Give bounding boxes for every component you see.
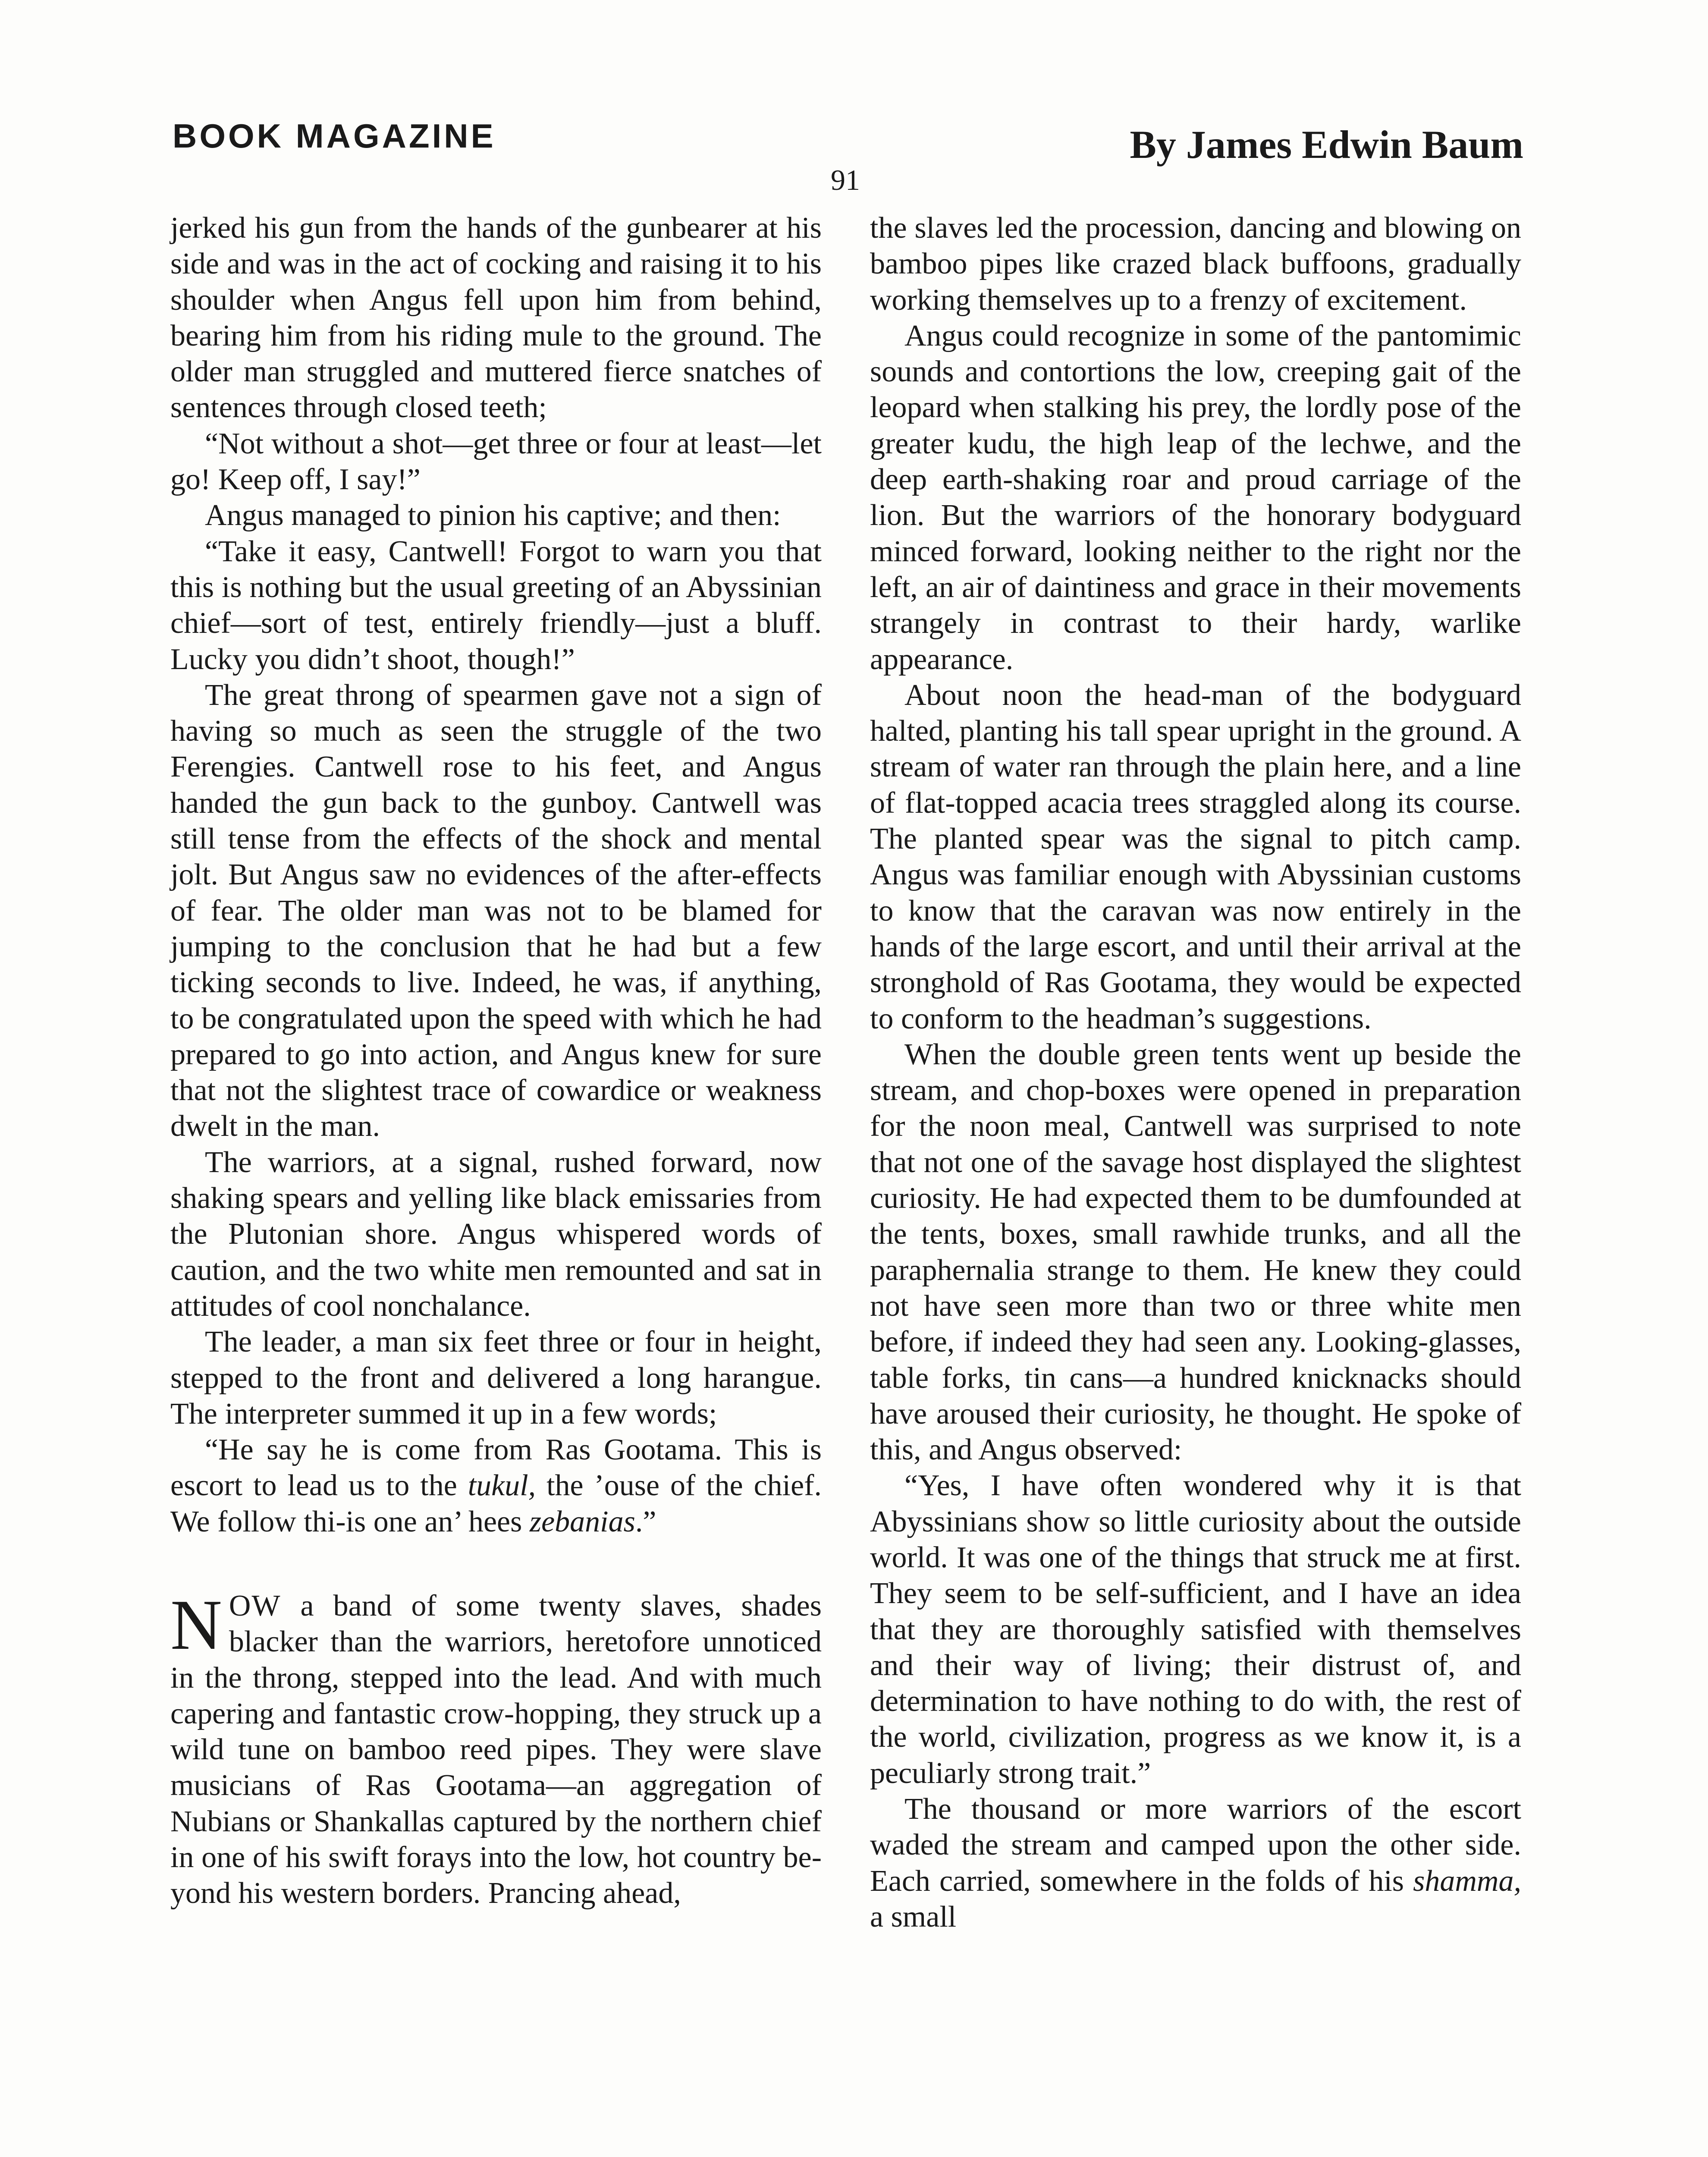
italic-term: shamma,: [1413, 1864, 1521, 1898]
paragraph-text: The thousand or more warriors of the escort waded the stream and camped upon the other side. Each carried, somewhere in the folds of his: [870, 1792, 1521, 1898]
paragraph: Angus managed to pinion his captive; and then:: [205, 499, 781, 532]
page-number: 91: [831, 164, 860, 196]
drop-cap-letter: N: [170, 1585, 222, 1664]
section-opening-paragraph: [170, 1585, 822, 1912]
magazine-title: BOOK MAGAZINE: [173, 117, 496, 155]
paragraph: “Take it easy, Cantwell! Forgot to warn you that this is nothing but the usual greeting of an Abyssinian chief—sort of test, entirely friendly—just a bluff. Lucky you didn’t shoot, though!”: [170, 535, 822, 676]
paragraph-text: .”: [635, 1505, 656, 1538]
paragraph-text: “He say he is come from Ras Gootama. This is escort to lead us to the: [170, 1433, 822, 1503]
paragraph: “Not without a shot—get three or four at least—let go! Keep off, I say!”: [170, 427, 822, 497]
paragraph: The great throng of spearmen gave not a sign of having so much as seen the struggle of the two Ferengies. Cantwell rose to his feet, and Angus handed the gun back to the gunboy. Cantwell was still tense from the effects of the shock and mental jolt. But Angus saw no evidences of the after-effects of fear. The older man was not to be blamed for jumping to the conclusion that he had but a few ticking seconds to live. Indeed, he was, if anything, to be congratulated upon the speed with which he had prepared to go into action, and Angus knew for sure that not the slightest trace of cowardice or weakness dwelt in the man.: [170, 678, 822, 1143]
paragraph: Angus could recognize in some of the pantomimic sounds and contortions the low, creeping gait of the leopard when stalking his prey, the lordly pose of the greater kudu, the high leap of the lechwe, and the deep earth-shaking roar and proud carriage of the lion. But the warriors of the honorary bodyguard minced forward, looking neither to the right nor the left, an air of daintiness and grace in their movements strangely in contrast to their hardy, warlike appearance.: [870, 319, 1521, 676]
paragraph: About noon the head-man of the bodyguard halted, planting his tall spear upright in the ground. A stream of water ran through the plain here, and a line of flat-topped acacia trees straggled along its course. The planted spear was the signal to pitch camp. Angus was familiar enough with Abyssinian customs to know that the caravan was now entirely in the hands of the large escort, and until their arrival at the stronghold of Ras Gootama, they would be expected to conform to the headman’s suggestions.: [870, 678, 1521, 1035]
paragraph: [870, 1791, 1521, 1935]
paragraph: The leader, a man six feet three or four in height, stepped to the front and delivered a long harangue. The interpreter summed it up in a few words;: [170, 1325, 822, 1431]
paragraph-text: the ’ouse of the chief. We follow thi-is one an’ hees: [170, 1469, 822, 1538]
lead-in-word: OW: [229, 1589, 281, 1622]
paragraph: jerked his gun from the hands of the gunbearer at his side and was in the act of cocking and raising it to his shoulder when Angus fell upon him from behind, bearing him from his riding mule to the ground. The older man struggled and muttered fierce snatches of sentences through closed teeth;: [170, 211, 822, 424]
author-byline: By James Edwin Baum: [1130, 123, 1523, 167]
italic-term: zebanias: [529, 1505, 635, 1538]
paragraph-text: a small: [870, 1900, 957, 1934]
paragraph-text: a band of some twenty slaves, shades blacker than the warriors, heretofore unnoticed in the throng, stepped into the lead. And with much capering and fantastic crow-hopping, they struck up a wild tune on bamboo reed pipes. They were slave musicians of Ras Gootama—an aggregation of Nubians or Shankallas captured by the northern chief in one of his swift forays into the low, hot country beyond his western borders. Prancing ahead,: [170, 1589, 822, 1910]
paragraph: The warriors, at a signal, rushed forward, now shaking spears and yelling like black emissaries from the Plutonian shore. Angus whispered words of caution, and the two white men remounted and sat in attitudes of cool nonchalance.: [170, 1145, 822, 1323]
paragraph: the slaves led the procession, dancing and blowing on bamboo pipes like crazed black buffoons, gradually working themselves up to a frenzy of excitement.: [870, 211, 1521, 317]
left-text-column: [170, 210, 822, 1912]
right-text-column: [870, 210, 1521, 1935]
paragraph: When the double green tents went up beside the stream, and chop-boxes were opened in preparation for the noon meal, Cantwell was surprised to note that not one of the savage host displayed the slightest curiosity. He had expected them to be dumfounded at the tents, boxes, small rawhide trunks, and all the paraphernalia strange to them. He knew they could not have seen more than two or three white men before, if indeed they had seen any. Looking-glasses, table forks, tin cans—a hundred knicknacks should have aroused their curiosity, he thought. He spoke of this, and Angus observed:: [870, 1038, 1521, 1467]
italic-term: tukul,: [468, 1469, 536, 1503]
paragraph: “Yes, I have often wondered why it is that Abyssinians show so little curiosity about the outside world. It was one of the things that struck me at first. They seem to be self-sufficient, and I have an idea that they are thoroughly satisfied with themselves and their way of living; their distrust of, and determination to have nothing to do with, the rest of the world, civilization, progress as we know it, is a peculiarly strong trait.”: [870, 1469, 1521, 1790]
paragraph: [170, 1432, 822, 1540]
